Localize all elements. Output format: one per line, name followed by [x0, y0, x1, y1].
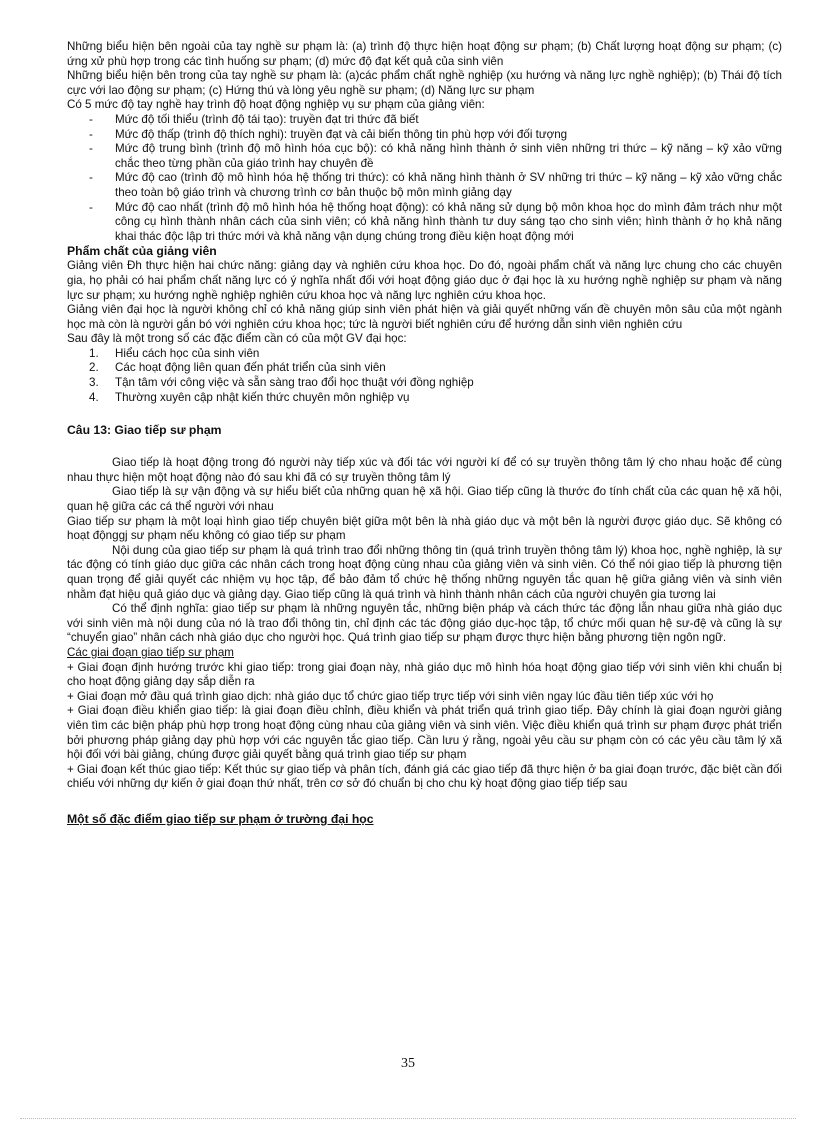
section-heading-cau-13: Câu 13: Giao tiếp sư phạm: [67, 423, 222, 438]
list-item: [67, 376, 782, 391]
document-body: [67, 40, 782, 827]
section-heading-qualities: Phẩm chất của giảng viên: [67, 244, 217, 259]
list-text: Các hoạt động liên quan đến phát triển của sinh viên: [115, 361, 386, 375]
paragraph: Giao tiếp là sự vận động và sự hiểu biết của những quan hệ xã hội. Giao tiếp cũng là thước đo tính chất của các quan hệ xã hội, quan hệ giữa các cá thể người với nhau: [67, 485, 782, 514]
list-number: 1.: [89, 346, 99, 360]
qualities-list: [67, 347, 782, 405]
list-item: - Mức độ cao (trình độ mô hình hóa hệ thống tri thức): có khả năng hình thành ở SV những tri thức – kỹ năng – kỹ xảo vững chắc theo toàn bộ giáo trình và chương trình cơ bản thuộc bộ môn mình giảng dạy: [67, 171, 782, 200]
list-number: 2.: [89, 361, 99, 375]
subheading-stages: Các giai đoạn giao tiếp sư phạm: [67, 645, 234, 659]
list-item: [67, 391, 782, 406]
paragraph: Có 5 mức độ tay nghề hay trình độ hoạt động nghiệp vụ sư phạm của giảng viên:: [67, 98, 485, 112]
paragraph: + Giai đoạn điều khiển giao tiếp: là giai đoạn điều chỉnh, điều khiển và phát triển quá trình giao tiếp. Đây chính là giai đoạn người giảng viên tìm các biện pháp phù hợp trong hoạt động cùng nhau của giảng viên và sinh viên. Việc điều khiển quá trình sư phạm được phát triển bởi phương pháp giảng dạy phù hợp với các nguyên tắc giao tiếp. Cần lưu ý rằng, ngoài yêu cầu sư phạm còn có các yêu cầu tâm lý xã hội đối với bài giảng, chúng được giải quyết bằng quá trình giao tiếp sư phạm: [67, 704, 782, 762]
paragraph: Những biểu hiện bên ngoài của tay nghề sư phạm là: (a) trình độ thực hiện hoạt động sư phạm; (b) Chất lượng hoạt động sư phạm; (c) ứng xử phù hợp trong các tình huống sư phạm; (d) mức độ đạt kết quả của sinh viên: [67, 40, 782, 68]
list-item: - Mức độ tối thiểu (trình độ tái tạo): truyền đạt tri thức đã biết: [67, 113, 782, 128]
list-number: 4.: [89, 390, 99, 404]
list-number: 3.: [89, 376, 99, 390]
paragraph: Giảng viên đại học là người không chỉ có khả năng giúp sinh viên phát hiện và giải quyết những vấn đề chuyên môn sâu của một ngành học mà còn là người gắn bó với nghiên cứu khoa học; tức là người biết nghiên cứu để hướng dẫn sinh viên nghiên cứu: [67, 303, 782, 331]
section-heading-features: Một số đặc điểm giao tiếp sư phạm ở trường đại học: [67, 811, 374, 826]
paragraph: Những biểu hiện bên trong của tay nghề sư phạm là: (a)các phẩm chất nghề nghiệp (xu hướng và năng lực nghề nghiệp); (b) Thái độ tích cực với lao động sư phạm; (c) Hứng thú và lòng yêu nghề sư phạm; (d) Năng lực sư phạm: [67, 69, 782, 97]
list-text: Tận tâm với công việc và sẵn sàng trao đổi học thuật với đồng nghiệp: [115, 376, 474, 390]
paragraph: Giao tiếp là hoạt động trong đó người này tiếp xúc và đối tác với người kí để có sự truyền thông tâm lý cho nhau hoặc để cùng nhau thực hiện một hoạt động nào đó sau khi đã có sự truyền thông tâm lý: [67, 456, 782, 484]
paragraph: Sau đây là một trong số các đặc điểm cần có của một GV đại học:: [67, 332, 407, 346]
page-bottom-divider: [20, 1118, 796, 1119]
paragraph: Có thể định nghĩa: giao tiếp sư phạm là những nguyên tắc, những biện pháp và cách thức tác động lẫn nhau giữa nhà giáo dục với sinh viên mà nội dung của nó là trao đổi thông tin, chỉ định các tác động giáo dục-học tập, tổ chức mối quan hệ sư-đệ và cũng là sự “chuyển giao” nhân cách nhà giáo dục cho người học. Quá trình giao tiếp sư phạm được thực hiện bằng phương tiện ngôn ngữ.: [67, 602, 782, 645]
levels-list: [67, 113, 782, 244]
list-item: [67, 347, 782, 362]
list-item: - Mức độ thấp (trình độ thích nghi): truyền đạt và cải biến thông tin phù hợp với đối tượng: [67, 128, 782, 143]
paragraph: + Giai đoạn định hướng trước khi giao tiếp: trong giai đoạn này, nhà giáo dục mô hình hóa hoạt động giao tiếp với sinh viên khi chuẩn bị cho hoạt động giảng dạy sắp diễn ra: [67, 660, 782, 689]
paragraph: Nội dung của giao tiếp sư phạm là quá trình trao đổi những thông tin (quá trình truyền thông tâm lý) khoa học, nghề nghiệp, là sự tác động có tính giáo dục giữa các nhân cách trong hoạt động cùng nhau của giảng viên và sinh viên. Có thể nói giao tiếp là phương tiện quan trọng để giải quyết các nhiệm vụ học tập, để bảo đảm tổ chức hệ thống những nguyên tắc quan hệ giữa giảng viên và sinh viên nhằm đạt hiệu quả giáo dục và giảng dạy. Giao tiếp cũng là quá trình và hình thành nhân cách của người chuyên gia tương lai: [67, 543, 782, 601]
page-number: 35: [401, 1056, 415, 1071]
list-text: Hiểu cách học của sinh viên: [115, 346, 260, 360]
paragraph: Giao tiếp sư phạm là một loại hình giao tiếp chuyên biệt giữa một bên là nhà giáo dục và một bên là người được giáo dục. Sẽ không có hoạt độnggj sư phạm nếu không có giao tiếp sư phạm: [67, 514, 782, 543]
list-item: - Mức độ cao nhất (trình độ mô hình hóa hệ thống hoạt động): có khả năng sử dụng bộ môn khoa học do mình đảm trách như một công cụ hình thành nhân cách của sinh viên; có khả năng hình thành tư duy sáng tạo cho sinh viên; hình thành ở họ khả năng khai thác độc lập tri thức mới và khả năng vận dụng chúng trong điều kiện hoạt động mới: [67, 201, 782, 245]
list-text: Thường xuyên cập nhật kiến thức chuyên môn nghiệp vụ: [115, 390, 410, 404]
paragraph: Giảng viên Đh thực hiện hai chức năng: giảng dạy và nghiên cứu khoa học. Do đó, ngoài phẩm chất và năng lực chung cho các chuyên gia, họ phải có hai phẩm chất năng lực có ý nghĩa nhất đối với hoạt động giáo dục ở đại học là xu hướng nghề nghiệp sư phạm và năng lực sư phạm; xu hướng nghề nghiệp nghiên cứu khoa học và năng lực nghiên cứu khoa học.: [67, 259, 782, 302]
paragraph: + Giai đoạn mở đầu quá trình giao dịch: nhà giáo dục tổ chức giao tiếp trực tiếp với sinh viên ngay lúc đầu tiên tiếp xúc với họ: [67, 689, 714, 703]
list-item: - Mức độ trung bình (trình độ mô hình hóa cục bộ): có khả năng hình thành ở sinh viên những tri thức – kỹ năng – kỹ xảo vững chắc theo từng phần của giáo trình hay chuyên đề: [67, 142, 782, 171]
paragraph: + Giai đoạn kết thúc giao tiếp: Kết thúc sự giao tiếp và phân tích, đánh giá các giao tiếp đã thực hiện ở ba giai đoạn trước, đặc biệt cần đối chiếu với những dự kiến ở giai đoạn thứ nhất, trên cơ sở đó chuẩn bị cho chu kỳ hoạt động giao tiếp tiếp sau: [67, 762, 782, 791]
list-item: [67, 361, 782, 376]
